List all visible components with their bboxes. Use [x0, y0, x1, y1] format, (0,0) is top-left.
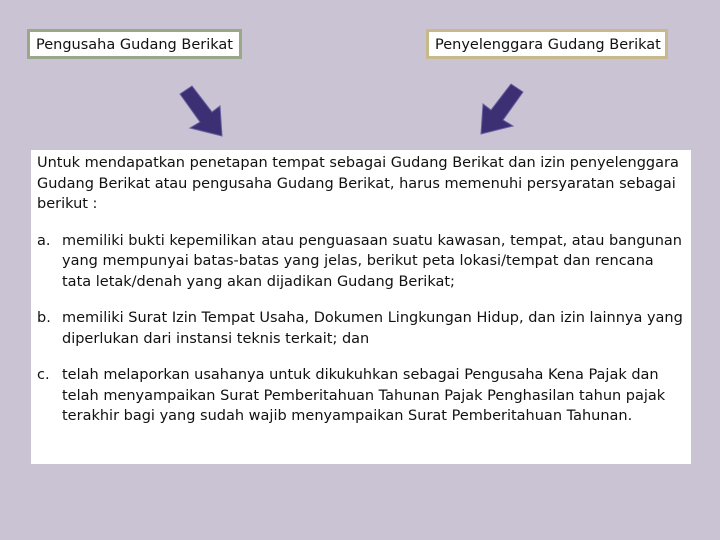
list-item [37, 308, 685, 349]
penyelenggara-label: Penyelenggara Gudang Berikat [435, 37, 661, 53]
list-item-text: memiliki bukti kepemilikan atau penguasaan suatu kawasan, tempat, atau bangunan yang mempunyai batas-batas yang jelas, berikut peta lokasi/tempat dan rencana tata letak/denah yang akan dijadikan Gudang Berikat; [62, 232, 682, 290]
list-item-text: memiliki Surat Izin Tempat Usaha, Dokumen Lingkungan Hidup, dan izin lainnya yang diperlukan dari instansi teknis terkait; dan [62, 310, 683, 347]
list-item [37, 365, 685, 427]
pengusaha-label-box [27, 29, 242, 59]
pengusaha-label: Pengusaha Gudang Berikat [36, 37, 233, 53]
requirements-panel [31, 150, 691, 464]
penyelenggara-label-box [426, 29, 668, 59]
list-item-text: telah melaporkan usahanya untuk dikukuhkan sebagai Pengusaha Kena Pajak dan telah menyampaikan Surat Pemberitahuan Tahunan Pajak Penghasilan tahun pajak terakhir bagi yang sudah wajib menyampaikan Surat Pemberitahuan Tahunan. [62, 367, 666, 424]
list-marker: b. [37, 310, 51, 326]
list-item [37, 231, 685, 293]
list-marker: c. [37, 367, 50, 383]
arrow-down-left-icon [477, 80, 527, 136]
arrow-down-right-icon [176, 82, 224, 138]
intro-paragraph: Untuk mendapatkan penetapan tempat sebagai Gudang Berikat dan izin penyelenggara Gudang Berikat atau pengusaha Gudang Berikat, harus memenuhi persyaratan sebagai berikut : [37, 155, 679, 212]
list-marker: a. [37, 232, 51, 249]
